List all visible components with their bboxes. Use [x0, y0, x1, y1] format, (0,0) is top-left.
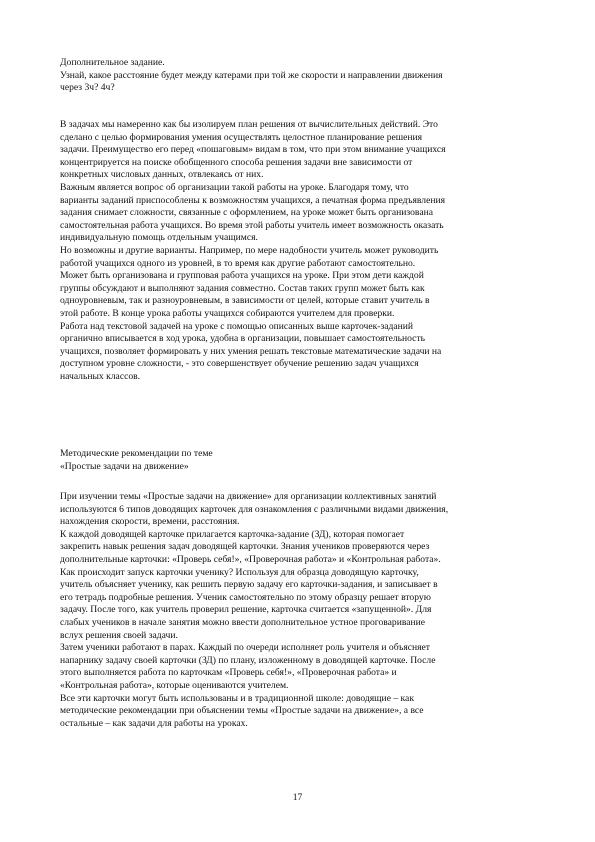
text-line: работой учащихся одного из уровней, в то время как другие работают самостоятельно. — [60, 257, 416, 269]
text-line: индивидуальную помощь отдельным учащимся. — [60, 232, 258, 244]
text-line: вслух решения своей задачи. — [60, 629, 178, 641]
text-line: дополнительные карточки: «Проверь себя!», «Проверочная работа» и «Контрольная работа». — [60, 553, 441, 565]
text-line: задания снимает сложности, связанные с оформлением, на уроке может быть организована — [60, 207, 433, 219]
text-line: Все эти карточки могут быть использованы и в традиционной школе: доводящие – как — [60, 692, 414, 704]
text-line: Может быть организована и групповая работа учащихся на уроке. При этом дети каждой — [60, 270, 424, 282]
text-line: задачу. После того, как учитель проверил решение, карточка считается «запущенной». Для — [60, 604, 432, 616]
text-line: напарнику задачу своей карточки (ЗД) по плану, изложенному в доводящей карточке. После — [60, 654, 436, 666]
text-line: Но возможны и другие варианты. Например, по мере надобности учитель может руководить — [60, 244, 439, 256]
text-line: используются 6 типов доводящих карточек для ознакомления с различными видами движения, — [60, 503, 449, 515]
text-line: этой работе. В конце урока работы учащихся собираются учителем для проверки. — [60, 307, 395, 319]
text-line: «Простые задачи на движение» — [60, 460, 189, 472]
text-line: сделано с целью формирования умения осуществлять целостное планирование решения — [60, 131, 423, 143]
text-line: Важным является вопрос об организации такой работы на уроке. Благодаря тому, что — [60, 181, 409, 193]
text-line: «Контрольная работа», которые оцениваются учителем. — [60, 679, 289, 691]
text-line: Дополнительное задание. — [60, 57, 165, 68]
section-heading — [60, 448, 538, 473]
text-line: Как происходит запуск карточки ученику? Используя для образца доводящую карточку, — [60, 566, 419, 578]
text-line: через 3ч? 4ч? — [60, 82, 115, 94]
text-line: варианты заданий приспособлены к возможностям учащихся, а печатная форма предъявления — [60, 194, 446, 206]
text-line: Работа над текстовой задачей на уроке с помощью описанных выше карточек-заданий — [60, 320, 414, 332]
text-line: его тетрадь подробные решения. Ученик самостоятельно по этому образцу решает вторую — [60, 591, 431, 603]
text-line: конкретных числовых данных, отвлекаясь от них. — [60, 169, 264, 181]
text-line: задачи. Преимущество его перед «пошаговым» видам в том, что при этом внимание учащихся — [60, 144, 446, 156]
text-line: учащихся, позволяет формировать у них умения решать текстовые математические задачи на — [60, 345, 442, 357]
text-line: начальных классов. — [60, 370, 141, 382]
text-line: закрепить навык решения задач доводящей карточки. Знания учеников проверяются через — [60, 541, 430, 553]
text-line: этого выполняется работа по карточкам «Проверь себя!», «Проверочная работа» и — [60, 667, 397, 679]
text-line: Узнай, какое расстояние будет между катерами при той же скорости и направлении движения — [60, 69, 443, 81]
text-line: органично вписывается в ход урока, удобна в организации, повышает самостоятельность — [60, 333, 426, 345]
text-line: слабых учеников в начале занятия можно ввести дополнительное устное проговаривание — [60, 616, 426, 628]
text-line: нахождения скорости, времени, расстояния. — [60, 516, 240, 528]
additional-task-block — [60, 57, 538, 95]
text-line: учитель объясняет ученику, как решить первую задачу его карточки-задания, и записывает в — [60, 579, 438, 591]
text-line: К каждой доводящей карточке прилагается карточка-задание (ЗД), которая помогает — [60, 528, 405, 540]
text-line: В задачах мы намеренно как бы изолируем план решения от вычислительных действий. Это — [60, 119, 438, 130]
text-line: Затем ученики работают в парах. Каждый по очереди исполняет роль учителя и объясняет — [60, 642, 430, 654]
text-line: группы обсуждают и выполняют задания совместно. Состав таких групп может быть как — [60, 282, 425, 294]
text-line: методические рекомендации при объяснении темы «Простые задачи на движение», а все — [60, 705, 424, 717]
text-line: При изучении темы «Простые задачи на движение» для организации коллективных занятий — [60, 491, 437, 502]
text-line: самостоятельная работа учащихся. Во время этой работы учитель имеет возможность оказать — [60, 219, 444, 231]
text-line: доступном уровне сложности, - это совершенствует обучение решению задач учащихся — [60, 358, 419, 370]
methodology-text-block — [60, 119, 538, 383]
text-line: концентрируется на поиске обобщенного способа решения задачи вне зависимости от — [60, 156, 413, 168]
text-line: одноуровневым, так и разноуровневым, в зависимости от целей, которые ставит учитель в — [60, 295, 430, 307]
text-line: Методические рекомендации по теме — [60, 448, 213, 459]
recommendations-text-block — [60, 491, 538, 730]
page-number: 17 — [292, 792, 303, 803]
text-line: остальные – как задачи для работы на уроках. — [60, 717, 248, 729]
